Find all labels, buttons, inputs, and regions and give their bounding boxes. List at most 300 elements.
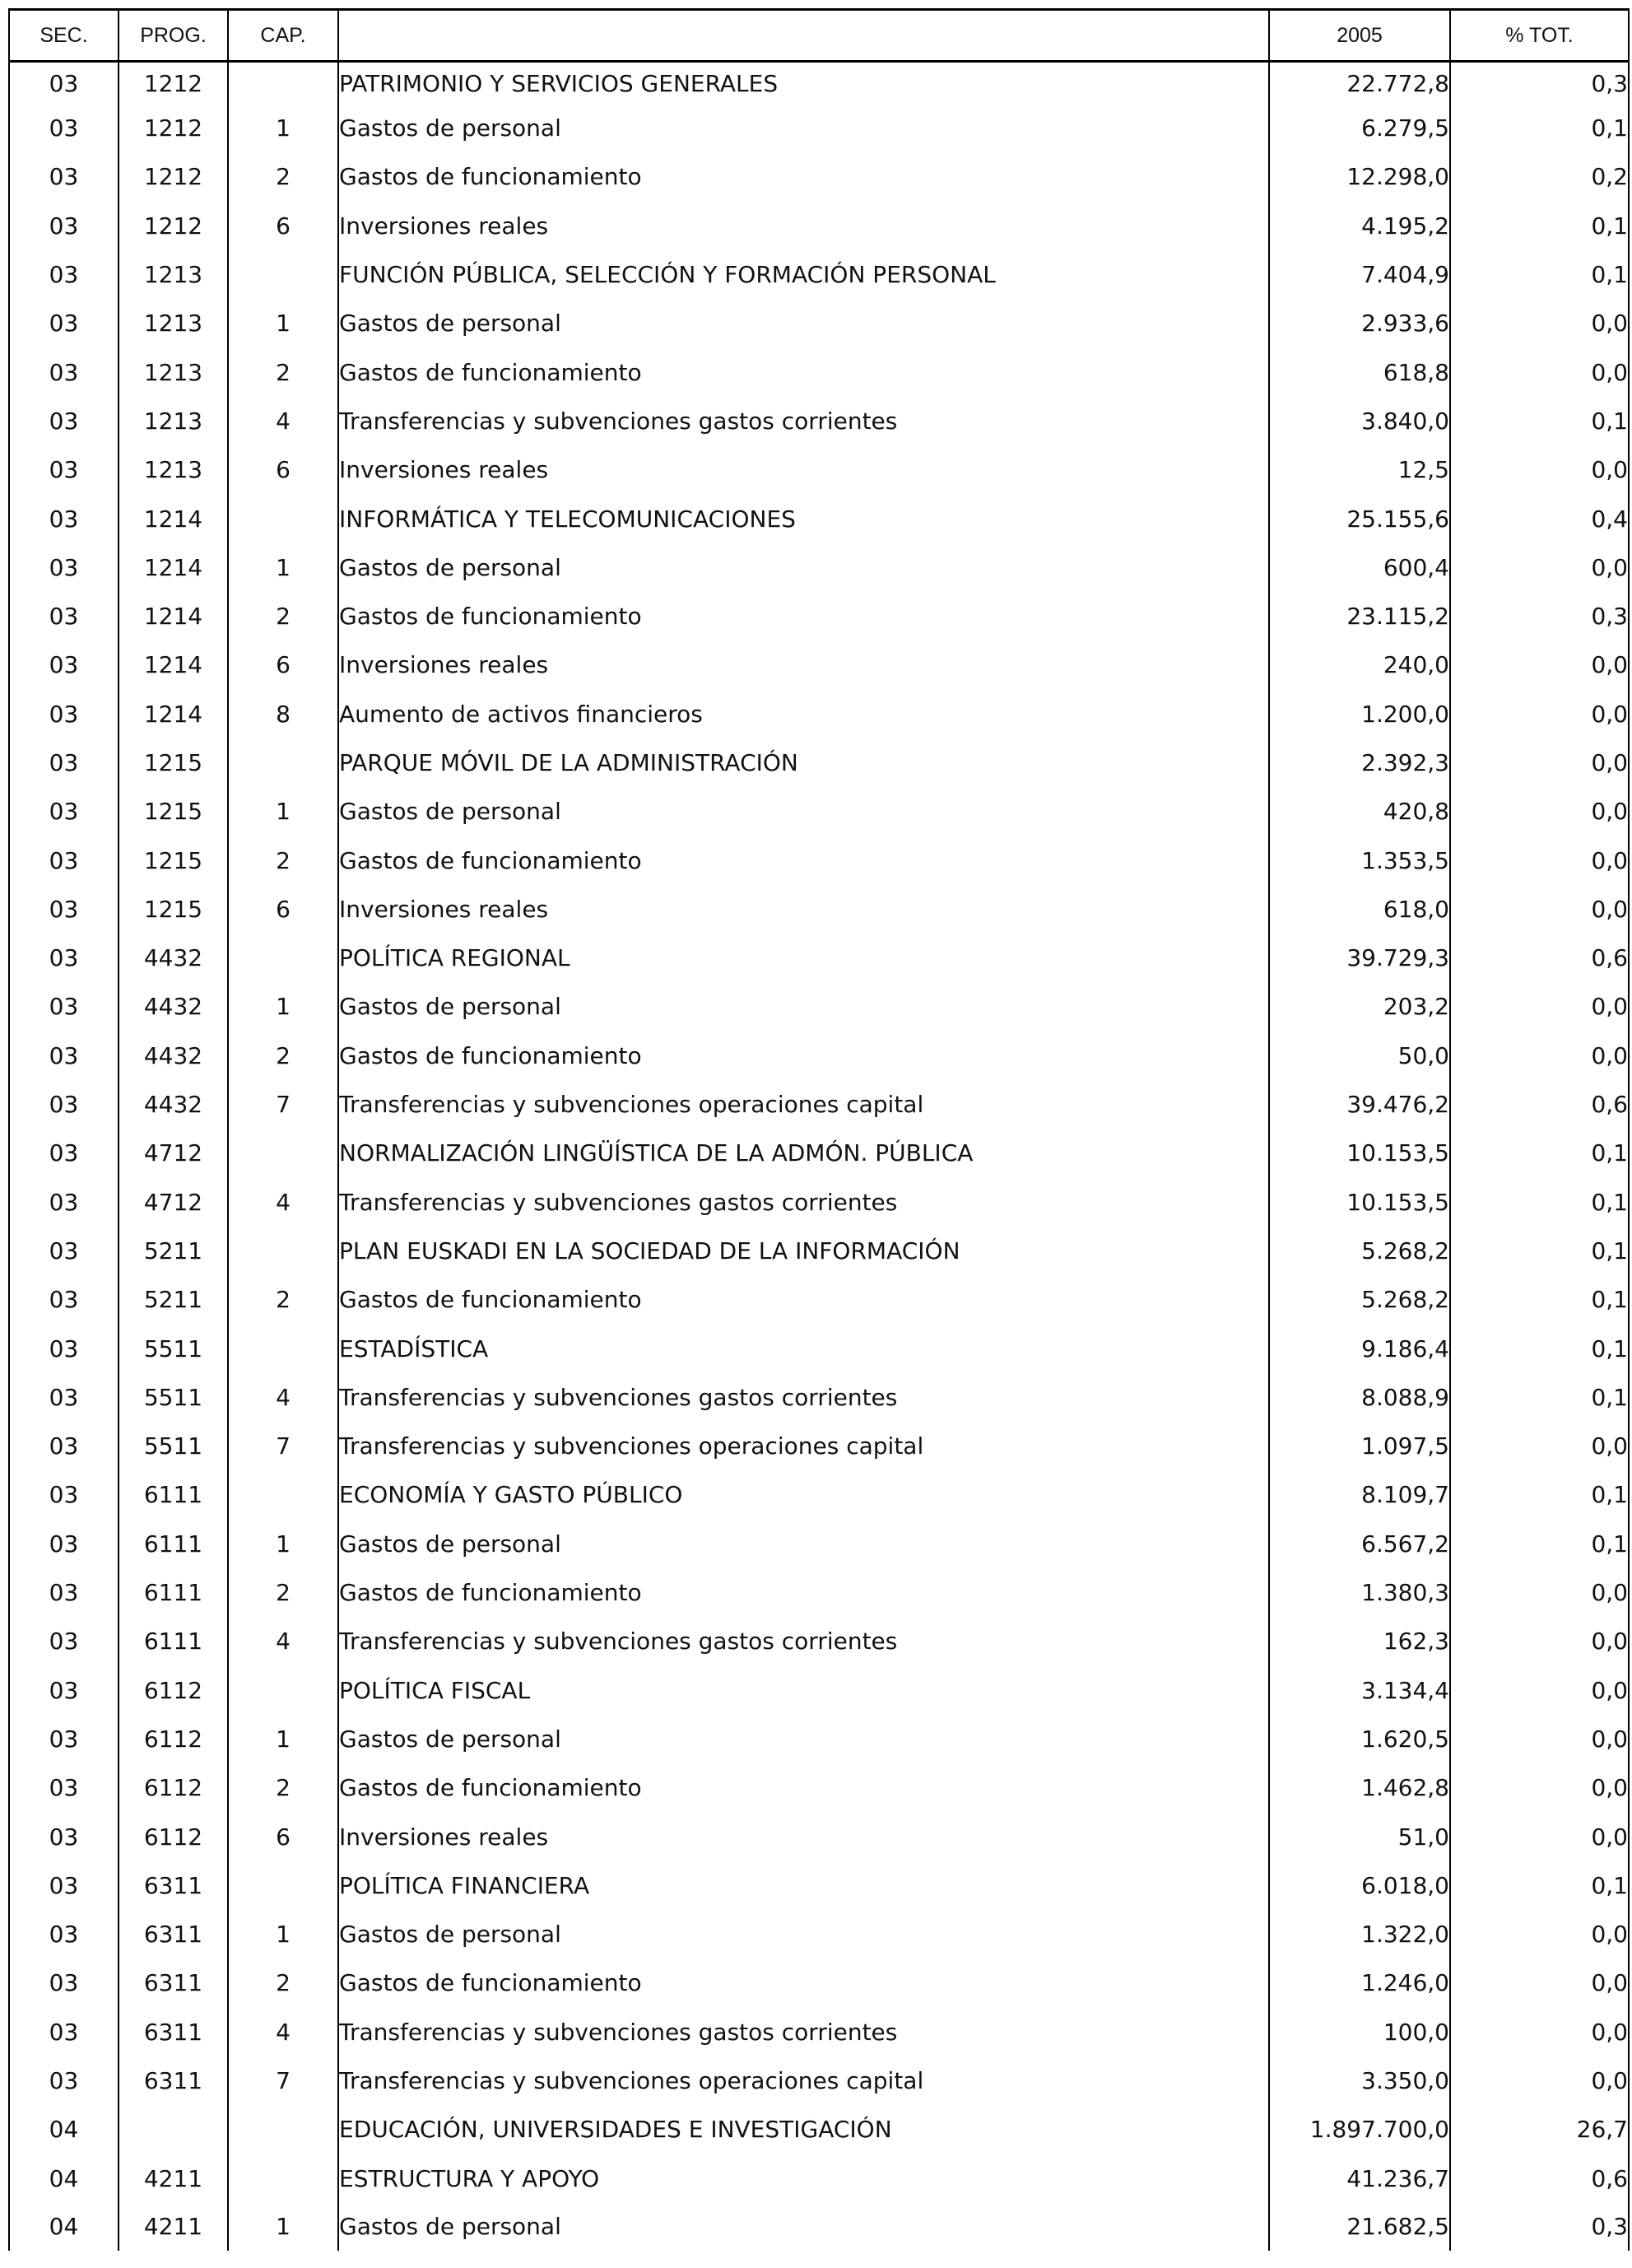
cell-sec: 03 xyxy=(9,397,119,445)
cell-sec: 03 xyxy=(9,445,119,494)
table-row xyxy=(9,738,1629,787)
cell-cap: 1 xyxy=(228,299,338,347)
cell-pct-total: 0,0 xyxy=(1450,2056,1629,2105)
cell-amount-2005: 1.353,5 xyxy=(1269,836,1450,884)
cell-cap xyxy=(228,1861,338,1910)
cell-cap xyxy=(228,1324,338,1372)
cell-sec: 03 xyxy=(9,1715,119,1763)
cell-sec: 03 xyxy=(9,202,119,250)
table-row xyxy=(9,2154,1629,2202)
cell-pct-total: 26,7 xyxy=(1450,2105,1629,2154)
cell-amount-2005: 1.897.700,0 xyxy=(1269,2105,1450,2154)
cell-amount-2005: 600,4 xyxy=(1269,543,1450,592)
cell-description: Gastos de funcionamiento xyxy=(338,836,1269,884)
table-row xyxy=(9,1861,1629,1910)
table-row xyxy=(9,397,1629,445)
table-row xyxy=(9,104,1629,152)
cell-pct-total: 0,1 xyxy=(1450,1275,1629,1324)
cell-prog: 1213 xyxy=(119,445,228,494)
cell-cap: 1 xyxy=(228,1715,338,1763)
cell-description: Gastos de personal xyxy=(338,299,1269,347)
cell-amount-2005: 240,0 xyxy=(1269,640,1450,689)
cell-prog: 4432 xyxy=(119,1032,228,1080)
cell-sec: 03 xyxy=(9,1666,119,1715)
cell-prog: 4712 xyxy=(119,1129,228,1177)
cell-sec: 03 xyxy=(9,1470,119,1519)
cell-amount-2005: 39.729,3 xyxy=(1269,934,1450,982)
cell-sec: 03 xyxy=(9,1520,119,1568)
cell-description: Inversiones reales xyxy=(338,1812,1269,1861)
cell-pct-total: 0,1 xyxy=(1450,250,1629,299)
cell-pct-total: 0,6 xyxy=(1450,2154,1629,2202)
cell-pct-total: 0,1 xyxy=(1450,202,1629,250)
cell-pct-total: 0,3 xyxy=(1450,2203,1629,2251)
cell-sec: 03 xyxy=(9,1568,119,1617)
cell-description: Gastos de funcionamiento xyxy=(338,1568,1269,1617)
cell-prog: 6311 xyxy=(119,2056,228,2105)
cell-amount-2005: 420,8 xyxy=(1269,787,1450,836)
table-row xyxy=(9,347,1629,396)
cell-sec: 03 xyxy=(9,1812,119,1861)
table-row xyxy=(9,445,1629,494)
cell-description: Gastos de personal xyxy=(338,787,1269,836)
cell-pct-total: 0,0 xyxy=(1450,1568,1629,1617)
cell-prog: 1214 xyxy=(119,543,228,592)
cell-cap: 2 xyxy=(228,1032,338,1080)
cell-sec: 04 xyxy=(9,2203,119,2251)
cell-description: Gastos de personal xyxy=(338,1910,1269,1958)
cell-pct-total: 0,0 xyxy=(1450,2008,1629,2056)
cell-amount-2005: 618,8 xyxy=(1269,347,1450,396)
table-row xyxy=(9,836,1629,884)
cell-sec: 03 xyxy=(9,1422,119,1470)
cell-description: Inversiones reales xyxy=(338,885,1269,934)
cell-cap xyxy=(228,934,338,982)
cell-amount-2005: 5.268,2 xyxy=(1269,1227,1450,1275)
cell-cap: 1 xyxy=(228,543,338,592)
cell-description: Transferencias y subvenciones operaciones capital xyxy=(338,2056,1269,2105)
table-row xyxy=(9,1715,1629,1763)
cell-prog: 6112 xyxy=(119,1763,228,1812)
cell-description: Inversiones reales xyxy=(338,202,1269,250)
cell-cap: 7 xyxy=(228,1422,338,1470)
cell-amount-2005: 10.153,5 xyxy=(1269,1178,1450,1227)
cell-pct-total: 0,3 xyxy=(1450,592,1629,640)
cell-pct-total: 0,1 xyxy=(1450,1129,1629,1177)
cell-pct-total: 0,0 xyxy=(1450,1910,1629,1958)
cell-cap: 2 xyxy=(228,347,338,396)
cell-cap xyxy=(228,738,338,787)
cell-sec: 03 xyxy=(9,738,119,787)
table-row xyxy=(9,934,1629,982)
cell-cap: 2 xyxy=(228,1763,338,1812)
cell-amount-2005: 618,0 xyxy=(1269,885,1450,934)
cell-amount-2005: 2.392,3 xyxy=(1269,738,1450,787)
cell-description: POLÍTICA FISCAL xyxy=(338,1666,1269,1715)
cell-pct-total: 0,1 xyxy=(1450,1470,1629,1519)
cell-cap: 6 xyxy=(228,1812,338,1861)
cell-pct-total: 0,1 xyxy=(1450,1373,1629,1422)
table-row xyxy=(9,2008,1629,2056)
cell-pct-total: 0,0 xyxy=(1450,885,1629,934)
cell-description: Transferencias y subvenciones gastos corrientes xyxy=(338,1373,1269,1422)
cell-pct-total: 0,0 xyxy=(1450,1763,1629,1812)
cell-pct-total: 0,2 xyxy=(1450,152,1629,201)
cell-cap: 1 xyxy=(228,104,338,152)
cell-description: Gastos de funcionamiento xyxy=(338,152,1269,201)
cell-description: EDUCACIÓN, UNIVERSIDADES E INVESTIGACIÓN xyxy=(338,2105,1269,2154)
cell-amount-2005: 3.350,0 xyxy=(1269,2056,1450,2105)
cell-sec: 03 xyxy=(9,1178,119,1227)
table-row xyxy=(9,152,1629,201)
cell-description: NORMALIZACIÓN LINGÜÍSTICA DE LA ADMÓN. PÚBLICA xyxy=(338,1129,1269,1177)
cell-sec: 03 xyxy=(9,690,119,738)
table-row xyxy=(9,982,1629,1031)
cell-description: Gastos de personal xyxy=(338,2203,1269,2251)
cell-description: Gastos de personal xyxy=(338,104,1269,152)
cell-description: Transferencias y subvenciones gastos corrientes xyxy=(338,1178,1269,1227)
cell-prog: 4432 xyxy=(119,982,228,1031)
cell-sec: 03 xyxy=(9,1129,119,1177)
cell-pct-total: 0,0 xyxy=(1450,690,1629,738)
cell-prog: 1213 xyxy=(119,250,228,299)
cell-pct-total: 0,1 xyxy=(1450,1178,1629,1227)
cell-description: PLAN EUSKADI EN LA SOCIEDAD DE LA INFORMACIÓN xyxy=(338,1227,1269,1275)
cell-amount-2005: 1.246,0 xyxy=(1269,1958,1450,2007)
cell-prog: 1214 xyxy=(119,640,228,689)
cell-prog xyxy=(119,2105,228,2154)
cell-sec: 03 xyxy=(9,1958,119,2007)
cell-sec: 03 xyxy=(9,299,119,347)
cell-pct-total: 0,1 xyxy=(1450,397,1629,445)
cell-prog: 6111 xyxy=(119,1470,228,1519)
cell-pct-total: 0,1 xyxy=(1450,1227,1629,1275)
table-row xyxy=(9,2105,1629,2154)
cell-sec: 03 xyxy=(9,1763,119,1812)
cell-prog: 4432 xyxy=(119,1080,228,1129)
cell-amount-2005: 2.933,6 xyxy=(1269,299,1450,347)
table-row xyxy=(9,1373,1629,1422)
cell-prog: 5211 xyxy=(119,1227,228,1275)
cell-sec: 03 xyxy=(9,1275,119,1324)
cell-sec: 03 xyxy=(9,1032,119,1080)
table-row xyxy=(9,250,1629,299)
cell-prog: 1215 xyxy=(119,836,228,884)
cell-sec: 04 xyxy=(9,2154,119,2202)
cell-sec: 03 xyxy=(9,1080,119,1129)
cell-amount-2005: 50,0 xyxy=(1269,1032,1450,1080)
cell-sec: 03 xyxy=(9,1324,119,1372)
cell-prog: 1214 xyxy=(119,592,228,640)
cell-pct-total: 0,6 xyxy=(1450,1080,1629,1129)
cell-cap: 4 xyxy=(228,1373,338,1422)
cell-description: Gastos de funcionamiento xyxy=(338,1032,1269,1080)
cell-sec: 03 xyxy=(9,787,119,836)
cell-pct-total: 0,0 xyxy=(1450,1617,1629,1665)
cell-amount-2005: 3.134,4 xyxy=(1269,1666,1450,1715)
cell-amount-2005: 5.268,2 xyxy=(1269,1275,1450,1324)
cell-description: Gastos de funcionamiento xyxy=(338,1763,1269,1812)
cell-prog: 1212 xyxy=(119,202,228,250)
cell-prog: 5511 xyxy=(119,1422,228,1470)
table-row xyxy=(9,2203,1629,2251)
cell-pct-total: 0,0 xyxy=(1450,299,1629,347)
cell-description: POLÍTICA FINANCIERA xyxy=(338,1861,1269,1910)
table-row xyxy=(9,1568,1629,1617)
cell-cap: 6 xyxy=(228,885,338,934)
cell-description: ESTADÍSTICA xyxy=(338,1324,1269,1372)
table-row xyxy=(9,1958,1629,2007)
cell-cap xyxy=(228,1129,338,1177)
table-row xyxy=(9,640,1629,689)
cell-amount-2005: 6.279,5 xyxy=(1269,104,1450,152)
cell-pct-total: 0,0 xyxy=(1450,982,1629,1031)
table-row xyxy=(9,2056,1629,2105)
cell-description: Aumento de activos financieros xyxy=(338,690,1269,738)
cell-amount-2005: 21.682,5 xyxy=(1269,2203,1450,2251)
table-row xyxy=(9,1275,1629,1324)
cell-amount-2005: 25.155,6 xyxy=(1269,494,1450,543)
cell-sec: 03 xyxy=(9,1910,119,1958)
cell-description: Gastos de personal xyxy=(338,1715,1269,1763)
cell-prog: 1213 xyxy=(119,299,228,347)
table-row xyxy=(9,1763,1629,1812)
cell-sec: 03 xyxy=(9,543,119,592)
cell-pct-total: 0,0 xyxy=(1450,640,1629,689)
cell-amount-2005: 7.404,9 xyxy=(1269,250,1450,299)
cell-cap: 2 xyxy=(228,836,338,884)
cell-amount-2005: 1.462,8 xyxy=(1269,1763,1450,1812)
cell-prog: 4432 xyxy=(119,934,228,982)
cell-amount-2005: 12,5 xyxy=(1269,445,1450,494)
cell-description: FUNCIÓN PÚBLICA, SELECCIÓN Y FORMACIÓN PERSONAL xyxy=(338,250,1269,299)
cell-prog: 6311 xyxy=(119,1910,228,1958)
cell-description: POLÍTICA REGIONAL xyxy=(338,934,1269,982)
cell-prog: 6311 xyxy=(119,2008,228,2056)
cell-prog: 6311 xyxy=(119,1861,228,1910)
cell-pct-total: 0,3 xyxy=(1450,62,1629,105)
cell-cap: 6 xyxy=(228,445,338,494)
cell-description: Gastos de funcionamiento xyxy=(338,1958,1269,2007)
cell-pct-total: 0,0 xyxy=(1450,1812,1629,1861)
cell-cap: 1 xyxy=(228,1520,338,1568)
cell-sec: 03 xyxy=(9,104,119,152)
table-row xyxy=(9,1129,1629,1177)
table-row xyxy=(9,1080,1629,1129)
cell-cap xyxy=(228,2154,338,2202)
cell-pct-total: 0,0 xyxy=(1450,738,1629,787)
cell-pct-total: 0,0 xyxy=(1450,1715,1629,1763)
cell-amount-2005: 9.186,4 xyxy=(1269,1324,1450,1372)
cell-prog: 1213 xyxy=(119,347,228,396)
header-pct-total: % TOT. xyxy=(1450,10,1629,62)
cell-amount-2005: 41.236,7 xyxy=(1269,2154,1450,2202)
cell-sec: 03 xyxy=(9,1617,119,1665)
cell-prog: 6111 xyxy=(119,1520,228,1568)
cell-cap: 2 xyxy=(228,152,338,201)
cell-amount-2005: 39.476,2 xyxy=(1269,1080,1450,1129)
cell-sec: 03 xyxy=(9,1861,119,1910)
cell-pct-total: 0,1 xyxy=(1450,1520,1629,1568)
cell-description: Gastos de funcionamiento xyxy=(338,592,1269,640)
cell-prog: 1215 xyxy=(119,738,228,787)
cell-description: Gastos de personal xyxy=(338,1520,1269,1568)
cell-pct-total: 0,0 xyxy=(1450,1666,1629,1715)
cell-prog: 4712 xyxy=(119,1178,228,1227)
table-row xyxy=(9,1910,1629,1958)
cell-prog: 1215 xyxy=(119,787,228,836)
cell-sec: 04 xyxy=(9,2105,119,2154)
cell-sec: 03 xyxy=(9,640,119,689)
table-row xyxy=(9,1324,1629,1372)
cell-prog: 5511 xyxy=(119,1373,228,1422)
cell-prog: 1212 xyxy=(119,152,228,201)
cell-cap: 1 xyxy=(228,982,338,1031)
cell-prog: 4211 xyxy=(119,2154,228,2202)
cell-amount-2005: 10.153,5 xyxy=(1269,1129,1450,1177)
cell-amount-2005: 8.088,9 xyxy=(1269,1373,1450,1422)
cell-cap: 6 xyxy=(228,640,338,689)
cell-sec: 03 xyxy=(9,1227,119,1275)
cell-description: Gastos de personal xyxy=(338,543,1269,592)
cell-pct-total: 0,0 xyxy=(1450,787,1629,836)
cell-amount-2005: 1.200,0 xyxy=(1269,690,1450,738)
cell-cap: 7 xyxy=(228,1080,338,1129)
cell-prog: 1214 xyxy=(119,494,228,543)
table-row xyxy=(9,885,1629,934)
table-row xyxy=(9,1422,1629,1470)
table-row xyxy=(9,494,1629,543)
table-row xyxy=(9,1617,1629,1665)
cell-prog: 5511 xyxy=(119,1324,228,1372)
cell-cap: 1 xyxy=(228,787,338,836)
cell-sec: 03 xyxy=(9,1373,119,1422)
cell-cap: 8 xyxy=(228,690,338,738)
table-row xyxy=(9,1470,1629,1519)
cell-prog: 1212 xyxy=(119,62,228,105)
cell-pct-total: 0,0 xyxy=(1450,1032,1629,1080)
cell-prog: 6112 xyxy=(119,1812,228,1861)
cell-pct-total: 0,1 xyxy=(1450,1861,1629,1910)
table-row xyxy=(9,1666,1629,1715)
cell-amount-2005: 22.772,8 xyxy=(1269,62,1450,105)
cell-cap: 1 xyxy=(228,2203,338,2251)
cell-amount-2005: 203,2 xyxy=(1269,982,1450,1031)
cell-amount-2005: 100,0 xyxy=(1269,2008,1450,2056)
table-row xyxy=(9,690,1629,738)
cell-cap: 4 xyxy=(228,2008,338,2056)
cell-amount-2005: 1.322,0 xyxy=(1269,1910,1450,1958)
cell-description: Transferencias y subvenciones operaciones capital xyxy=(338,1080,1269,1129)
cell-description: Gastos de funcionamiento xyxy=(338,347,1269,396)
table-row xyxy=(9,202,1629,250)
table-row xyxy=(9,1178,1629,1227)
header-year: 2005 xyxy=(1269,10,1450,62)
cell-amount-2005: 8.109,7 xyxy=(1269,1470,1450,1519)
cell-cap: 7 xyxy=(228,2056,338,2105)
cell-cap xyxy=(228,2105,338,2154)
cell-cap xyxy=(228,250,338,299)
header-description xyxy=(338,10,1269,62)
cell-pct-total: 0,0 xyxy=(1450,347,1629,396)
table-row xyxy=(9,1520,1629,1568)
cell-description: Gastos de personal xyxy=(338,982,1269,1031)
cell-prog: 5211 xyxy=(119,1275,228,1324)
table-row xyxy=(9,543,1629,592)
cell-cap xyxy=(228,1227,338,1275)
cell-amount-2005: 4.195,2 xyxy=(1269,202,1450,250)
table-row xyxy=(9,1227,1629,1275)
cell-pct-total: 0,0 xyxy=(1450,445,1629,494)
cell-amount-2005: 1.097,5 xyxy=(1269,1422,1450,1470)
cell-cap: 2 xyxy=(228,1568,338,1617)
cell-prog: 1212 xyxy=(119,104,228,152)
cell-pct-total: 0,0 xyxy=(1450,543,1629,592)
cell-sec: 03 xyxy=(9,2008,119,2056)
cell-pct-total: 0,6 xyxy=(1450,934,1629,982)
cell-prog: 1215 xyxy=(119,885,228,934)
cell-pct-total: 0,1 xyxy=(1450,1324,1629,1372)
cell-description: PARQUE MÓVIL DE LA ADMINISTRACIÓN xyxy=(338,738,1269,787)
table-header xyxy=(9,10,1629,62)
table-row xyxy=(9,299,1629,347)
cell-description: Transferencias y subvenciones gastos corrientes xyxy=(338,397,1269,445)
cell-amount-2005: 1.380,3 xyxy=(1269,1568,1450,1617)
cell-description: Transferencias y subvenciones operaciones capital xyxy=(338,1422,1269,1470)
table-row xyxy=(9,62,1629,105)
cell-sec: 03 xyxy=(9,836,119,884)
cell-amount-2005: 12.298,0 xyxy=(1269,152,1450,201)
cell-pct-total: 0,0 xyxy=(1450,836,1629,884)
cell-prog: 1213 xyxy=(119,397,228,445)
cell-description: ESTRUCTURA Y APOYO xyxy=(338,2154,1269,2202)
cell-sec: 03 xyxy=(9,2056,119,2105)
cell-prog: 6111 xyxy=(119,1617,228,1665)
cell-cap xyxy=(228,1470,338,1519)
cell-cap: 4 xyxy=(228,1178,338,1227)
cell-amount-2005: 6.567,2 xyxy=(1269,1520,1450,1568)
cell-prog: 6112 xyxy=(119,1666,228,1715)
cell-sec: 03 xyxy=(9,592,119,640)
header-sec: SEC. xyxy=(9,10,119,62)
table-body xyxy=(9,62,1629,2251)
cell-sec: 03 xyxy=(9,934,119,982)
table-row xyxy=(9,1812,1629,1861)
cell-description: Inversiones reales xyxy=(338,640,1269,689)
header-cap: CAP. xyxy=(228,10,338,62)
header-row xyxy=(9,10,1629,62)
cell-cap xyxy=(228,1666,338,1715)
cell-sec: 03 xyxy=(9,982,119,1031)
cell-description: Inversiones reales xyxy=(338,445,1269,494)
cell-prog: 6111 xyxy=(119,1568,228,1617)
cell-pct-total: 0,1 xyxy=(1450,104,1629,152)
cell-description: Transferencias y subvenciones gastos corrientes xyxy=(338,1617,1269,1665)
cell-pct-total: 0,0 xyxy=(1450,1422,1629,1470)
header-prog: PROG. xyxy=(119,10,228,62)
cell-amount-2005: 51,0 xyxy=(1269,1812,1450,1861)
cell-cap xyxy=(228,494,338,543)
cell-amount-2005: 3.840,0 xyxy=(1269,397,1450,445)
cell-description: Gastos de funcionamiento xyxy=(338,1275,1269,1324)
cell-amount-2005: 6.018,0 xyxy=(1269,1861,1450,1910)
cell-prog: 6112 xyxy=(119,1715,228,1763)
cell-sec: 03 xyxy=(9,62,119,105)
cell-amount-2005: 162,3 xyxy=(1269,1617,1450,1665)
cell-description: INFORMÁTICA Y TELECOMUNICACIONES xyxy=(338,494,1269,543)
table-row xyxy=(9,787,1629,836)
budget-table xyxy=(8,8,1630,2251)
